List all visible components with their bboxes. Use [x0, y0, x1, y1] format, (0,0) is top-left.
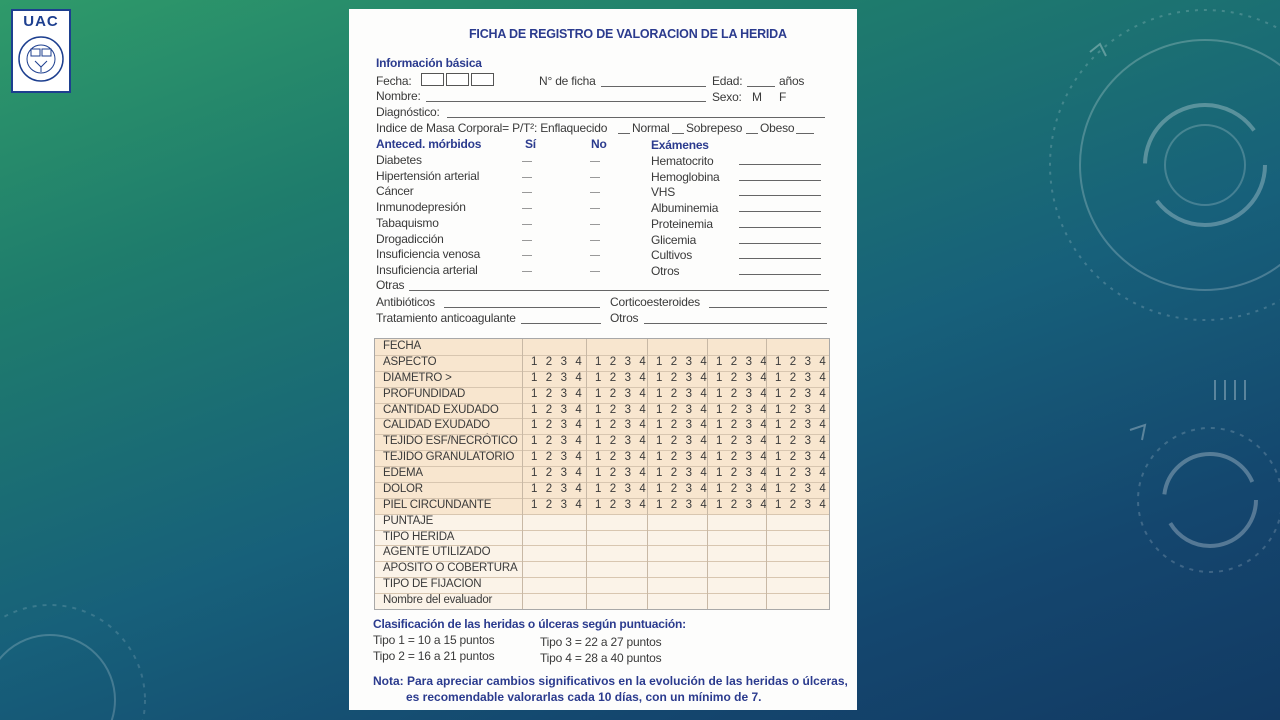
score-scale-cell[interactable]: 1 2 3 4: [775, 419, 829, 432]
score-scale-cell[interactable]: 1 2 3 4: [775, 371, 829, 384]
antecedente-si-field[interactable]: [522, 177, 532, 178]
nota-line1: Nota: Para apreciar cambios significativos en la evolución de las heridas o úlceras,: [373, 674, 848, 688]
score-scale-cell[interactable]: 1 2 3 4: [775, 498, 829, 511]
grid-row-label: TEJIDO ESF/NECRÓTICO: [383, 435, 518, 448]
grid-row-divider: [375, 418, 829, 419]
score-scale-cell[interactable]: 1 2 3 4: [716, 403, 770, 416]
grid-row-label: CALIDAD EXUDADO: [383, 419, 490, 432]
antecedente-no-field[interactable]: [590, 192, 600, 193]
antecedente-label: Insuficiencia arterial: [376, 262, 478, 277]
grid-row-label: TIPO DE FIJACION: [383, 578, 482, 591]
antecedente-no-field[interactable]: [590, 271, 600, 272]
grid-row: [375, 387, 829, 403]
grid-row-label: PROFUNDIDAD: [383, 387, 466, 400]
grid-row-divider: [375, 561, 829, 562]
sobrepeso-label: Sobrepeso: [686, 121, 743, 135]
antecedente-si-field[interactable]: [522, 161, 532, 162]
score-scale-cell[interactable]: 1 2 3 4: [595, 387, 649, 400]
examen-field[interactable]: [739, 211, 821, 212]
examen-label: Cultivos: [651, 248, 693, 263]
grid-row: [375, 450, 829, 466]
grid-row-label: AGENTE UTILIZADO: [383, 546, 491, 559]
anticoagulante-label: Tratamiento anticoagulante: [376, 311, 516, 325]
assessment-grid: [374, 338, 830, 610]
score-scale-cell[interactable]: 1 2 3 4: [531, 467, 585, 480]
grid-row-divider: [375, 577, 829, 578]
grid-row: [375, 577, 829, 593]
score-scale-cell[interactable]: 1 2 3 4: [595, 467, 649, 480]
tipo3-text: Tipo 3 = 22 a 27 puntos: [540, 635, 662, 649]
uac-logo: [11, 9, 71, 93]
grid-column-divider: [766, 339, 767, 609]
tipo2-text: Tipo 2 = 16 a 21 puntos: [373, 649, 495, 663]
antecedente-label: Diabetes: [376, 153, 422, 167]
score-scale-cell[interactable]: 1 2 3 4: [656, 451, 710, 464]
score-scale-cell[interactable]: 1 2 3 4: [656, 482, 710, 495]
score-scale-cell[interactable]: 1 2 3 4: [531, 403, 585, 416]
score-scale-cell[interactable]: 1 2 3 4: [656, 403, 710, 416]
corticoesteroides-label: Corticoesteroides: [610, 295, 700, 309]
score-scale-cell[interactable]: 1 2 3 4: [656, 419, 710, 432]
score-scale-cell[interactable]: 1 2 3 4: [656, 371, 710, 384]
otros-label: Otros: [610, 311, 639, 325]
sexo-m-option[interactable]: M: [752, 90, 762, 104]
edad-field[interactable]: [747, 86, 775, 87]
score-scale-cell[interactable]: 1 2 3 4: [531, 355, 585, 368]
antecedentes-heading: Anteced. mórbidos: [376, 137, 482, 151]
grid-row: [375, 561, 829, 577]
score-scale-cell[interactable]: 1 2 3 4: [656, 355, 710, 368]
diagnostico-label: Diagnóstico:: [376, 105, 440, 119]
otras-label: Otras: [376, 278, 405, 292]
score-scale-cell[interactable]: 1 2 3 4: [656, 435, 710, 448]
grid-row: [375, 418, 829, 434]
grid-row-divider: [375, 450, 829, 451]
grid-row-divider: [375, 545, 829, 546]
score-scale-cell[interactable]: 1 2 3 4: [775, 403, 829, 416]
enflaquecido-field[interactable]: [618, 133, 630, 134]
grid-row: [375, 530, 829, 546]
score-scale-cell[interactable]: 1 2 3 4: [775, 387, 829, 400]
grid-row-divider: [375, 355, 829, 356]
sexo-label: Sexo:: [712, 90, 742, 104]
otros-field[interactable]: [644, 323, 827, 324]
examen-field[interactable]: [739, 164, 821, 165]
si-heading: Sí: [525, 137, 536, 151]
score-scale-cell[interactable]: 1 2 3 4: [716, 355, 770, 368]
antecedente-label: Cáncer: [376, 184, 414, 199]
antecedente-label: Tabaquismo: [376, 215, 439, 230]
clasificacion-title: Clasificación de las heridas o úlceras según puntuación:: [373, 617, 686, 631]
fecha-box-month[interactable]: [446, 73, 469, 86]
grid-column-divider: [586, 339, 587, 609]
fecha-box-year[interactable]: [471, 73, 494, 86]
antecedente-label: Hipertensión arterial: [376, 168, 480, 183]
score-scale-cell[interactable]: 1 2 3 4: [716, 498, 770, 511]
no-heading: No: [591, 137, 607, 151]
examen-label: Glicemia: [651, 232, 697, 247]
crest-icon: [17, 31, 65, 87]
grid-row: [375, 355, 829, 371]
logo-text: UAC: [23, 13, 59, 30]
score-scale-cell[interactable]: 1 2 3 4: [656, 467, 710, 480]
score-scale-cell[interactable]: 1 2 3 4: [716, 451, 770, 464]
score-scale-cell[interactable]: 1 2 3 4: [595, 371, 649, 384]
score-scale-cell[interactable]: 1 2 3 4: [595, 435, 649, 448]
score-scale-cell[interactable]: 1 2 3 4: [716, 371, 770, 384]
anticoagulante-field[interactable]: [521, 323, 601, 324]
ficha-label: N° de ficha: [539, 74, 596, 88]
score-scale-cell[interactable]: 1 2 3 4: [656, 387, 710, 400]
diagnostico-field[interactable]: [447, 117, 825, 118]
antecedente-no-field[interactable]: [590, 208, 600, 209]
examen-label: Proteinemia: [651, 216, 713, 231]
grid-row-divider: [375, 434, 829, 435]
grid-column-divider: [647, 339, 648, 609]
antecedente-label: Insuficiencia venosa: [376, 247, 481, 262]
grid-row-label: APOSITO O COBERTURA: [383, 562, 518, 575]
examen-label: Otros: [651, 263, 680, 278]
antecedente-no-field[interactable]: [590, 224, 600, 225]
form-title: FICHA DE REGISTRO DE VALORACION DE LA HERIDA: [469, 27, 787, 41]
grid-row: [375, 466, 829, 482]
grid-column-divider: [522, 339, 523, 609]
score-scale-cell[interactable]: 1 2 3 4: [531, 371, 585, 384]
sobrepeso-field[interactable]: [746, 133, 758, 134]
obeso-field[interactable]: [796, 133, 814, 134]
tipo4-text: Tipo 4 = 28 a 40 puntos: [540, 651, 662, 665]
score-scale-cell[interactable]: 1 2 3 4: [531, 435, 585, 448]
examen-field[interactable]: [739, 180, 821, 181]
antecedente-label: Drogadicción: [376, 231, 444, 246]
score-scale-cell[interactable]: 1 2 3 4: [775, 467, 829, 480]
score-scale-cell[interactable]: 1 2 3 4: [775, 355, 829, 368]
grid-row-label: PUNTAJE: [383, 514, 434, 527]
grid-row-divider: [375, 498, 829, 499]
score-scale-cell[interactable]: 1 2 3 4: [716, 482, 770, 495]
nombre-field[interactable]: [426, 101, 706, 102]
wound-assessment-form: [349, 9, 857, 710]
score-scale-cell[interactable]: 1 2 3 4: [656, 498, 710, 511]
antecedente-no-field[interactable]: [590, 161, 600, 162]
grid-row-label: TIPO HERIDA: [383, 530, 455, 543]
score-scale-cell[interactable]: 1 2 3 4: [775, 435, 829, 448]
nota-line2: es recomendable valorarlas cada 10 días, con un mínimo de 7.: [406, 690, 762, 704]
score-scale-cell[interactable]: 1 2 3 4: [595, 355, 649, 368]
basic-info-heading: Información básica: [376, 56, 482, 70]
grid-row: [375, 514, 829, 530]
grid-row-label: PIEL CIRCUNDANTE: [383, 498, 492, 511]
grid-row-divider: [375, 482, 829, 483]
obeso-label: Obeso: [760, 121, 795, 135]
examen-field[interactable]: [739, 243, 821, 244]
grid-row-divider: [375, 387, 829, 388]
examen-label: Albuminemia: [651, 201, 719, 216]
score-scale-cell[interactable]: 1 2 3 4: [595, 482, 649, 495]
score-scale-cell[interactable]: 1 2 3 4: [716, 467, 770, 480]
antecedente-si-field[interactable]: [522, 255, 532, 256]
antecedente-si-field[interactable]: [522, 240, 532, 241]
grid-row-label: Nombre del evaluador: [383, 594, 493, 607]
antecedente-no-field[interactable]: [590, 255, 600, 256]
score-scale-cell[interactable]: 1 2 3 4: [595, 403, 649, 416]
normal-label: Normal: [632, 121, 670, 135]
grid-row: [375, 482, 829, 498]
grid-row-label: ASPECTO: [383, 355, 437, 368]
score-scale-cell[interactable]: 1 2 3 4: [716, 435, 770, 448]
nombre-label: Nombre:: [376, 89, 421, 103]
score-scale-cell[interactable]: 1 2 3 4: [775, 482, 829, 495]
examen-field[interactable]: [739, 195, 821, 196]
normal-field[interactable]: [672, 133, 684, 134]
corticoesteroides-field[interactable]: [709, 307, 827, 308]
antibioticos-field[interactable]: [444, 307, 600, 308]
score-scale-cell[interactable]: 1 2 3 4: [595, 451, 649, 464]
sexo-f-option[interactable]: F: [779, 90, 787, 104]
grid-row-divider: [375, 466, 829, 467]
fecha-label: Fecha:: [376, 74, 412, 88]
examen-field[interactable]: [739, 258, 821, 259]
score-scale-cell[interactable]: 1 2 3 4: [595, 498, 649, 511]
grid-row: [375, 593, 829, 609]
ficha-field[interactable]: [601, 86, 706, 87]
examen-field[interactable]: [739, 274, 821, 275]
grid-row-label: DIAMETRO >: [383, 371, 452, 384]
tipo1-text: Tipo 1 = 10 a 15 puntos: [373, 633, 495, 647]
grid-row: [375, 498, 829, 514]
edad-label: Edad:: [712, 74, 743, 88]
grid-row-divider: [375, 593, 829, 594]
grid-row: [375, 545, 829, 561]
grid-row-label: FECHA: [383, 340, 421, 352]
score-scale-cell[interactable]: 1 2 3 4: [531, 498, 585, 511]
grid-row-label: EDEMA: [383, 467, 423, 480]
antecedente-si-field[interactable]: [522, 192, 532, 193]
grid-row: [375, 371, 829, 387]
antecedente-si-field[interactable]: [522, 224, 532, 225]
antecedente-no-field[interactable]: [590, 177, 600, 178]
antecedente-no-field[interactable]: [590, 240, 600, 241]
score-scale-cell[interactable]: 1 2 3 4: [531, 482, 585, 495]
score-scale-cell[interactable]: 1 2 3 4: [531, 451, 585, 464]
score-scale-cell[interactable]: 1 2 3 4: [716, 419, 770, 432]
score-scale-cell[interactable]: 1 2 3 4: [775, 451, 829, 464]
examen-label: Hematocrito: [651, 154, 714, 168]
score-scale-cell[interactable]: 1 2 3 4: [716, 387, 770, 400]
examen-field[interactable]: [739, 227, 821, 228]
anos-label: años: [779, 74, 805, 88]
otras-field[interactable]: [409, 290, 829, 291]
examenes-heading: Exámenes: [651, 138, 709, 152]
antecedente-si-field[interactable]: [522, 208, 532, 209]
grid-row-label: DOLOR: [383, 482, 423, 495]
examen-label: Hemoglobina: [651, 169, 720, 184]
grid-row: [375, 403, 829, 419]
antecedente-label: Inmunodepresión: [376, 200, 466, 215]
grid-row-divider: [375, 530, 829, 531]
antecedente-si-field[interactable]: [522, 271, 532, 272]
grid-row-label: TEJIDO GRANULATORIO: [383, 451, 515, 464]
score-scale-cell[interactable]: 1 2 3 4: [531, 387, 585, 400]
score-scale-cell[interactable]: 1 2 3 4: [531, 419, 585, 432]
grid-row-label: CANTIDAD EXUDADO: [383, 403, 499, 416]
fecha-box-day[interactable]: [421, 73, 444, 86]
score-scale-cell[interactable]: 1 2 3 4: [595, 419, 649, 432]
antibioticos-label: Antibióticos: [376, 295, 435, 309]
examen-label: VHS: [651, 185, 676, 200]
grid-column-divider: [707, 339, 708, 609]
imc-label: Indice de Masa Corporal= P/T²: Enflaquecido: [376, 121, 608, 135]
grid-row-divider: [375, 514, 829, 515]
grid-row-divider: [375, 403, 829, 404]
grid-row-divider: [375, 371, 829, 372]
grid-row: [375, 434, 829, 450]
grid-row: [375, 339, 829, 355]
